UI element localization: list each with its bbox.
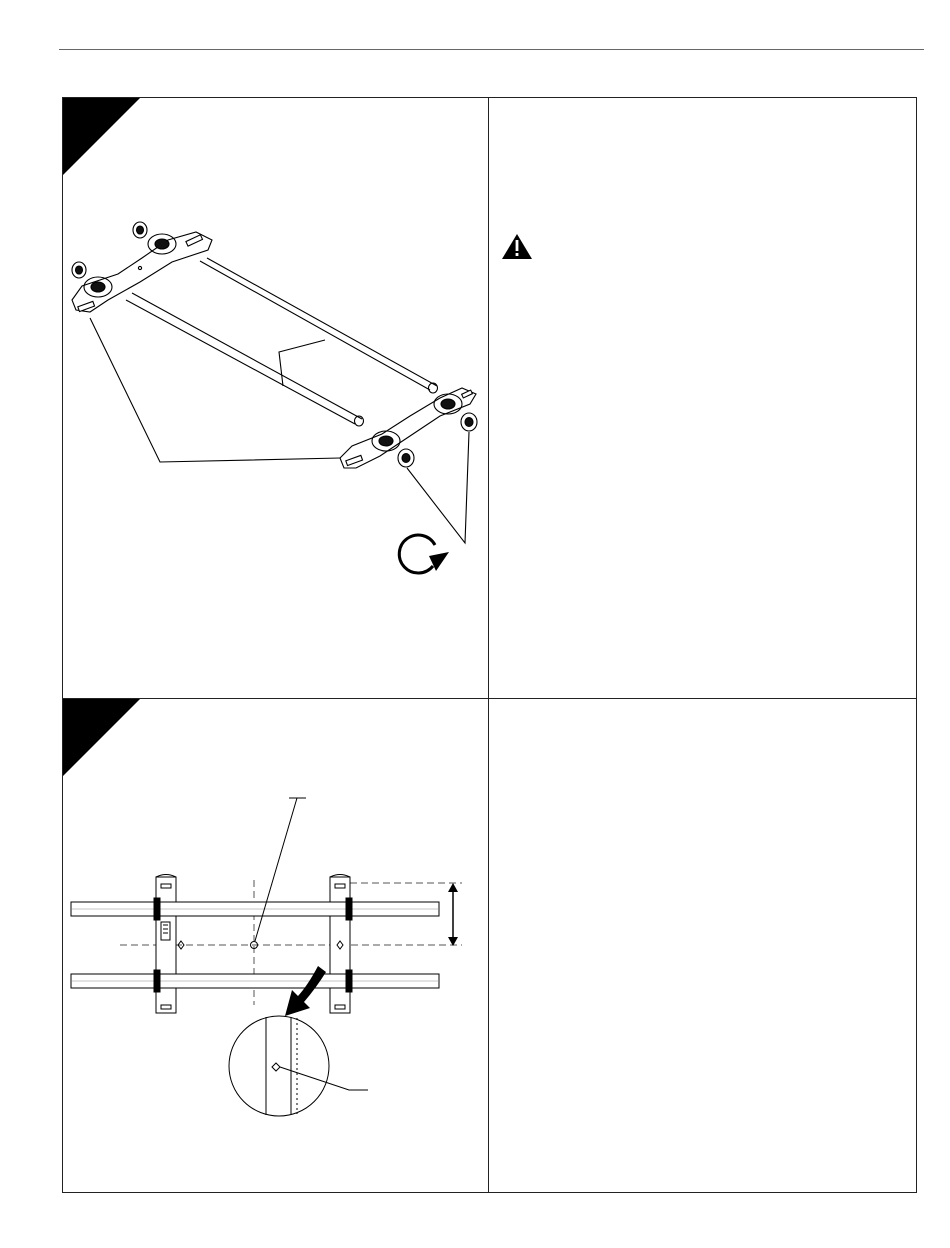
step-2-rail-bottom (71, 970, 439, 992)
step-2-detail-magnifier (229, 1016, 368, 1116)
step-1-rail-back (200, 258, 438, 393)
step-1-leader-brackets (90, 318, 340, 462)
step-1-leader-knobs (407, 432, 469, 543)
step-2-rail-top (71, 898, 439, 920)
step-2-frame-illustration (71, 798, 462, 1013)
step-1-knob-left-b (133, 222, 147, 238)
step-1-corner-tab (63, 98, 140, 175)
step-1-knob-right-a (398, 449, 414, 467)
rotate-clockwise-icon (399, 535, 449, 573)
double-headed-arrow-icon (448, 883, 458, 946)
step-1-left-bracket (72, 232, 212, 312)
step-1-rail-front (126, 293, 364, 426)
step-2-corner-tab (63, 699, 140, 776)
step-1-leader-rails (279, 340, 325, 386)
warning-icon (502, 234, 532, 259)
step-1-knob-right-b (461, 413, 477, 431)
step-1-knob-left-a (72, 262, 86, 278)
step-2-leader-center (255, 798, 297, 941)
step-1-frame-illustration (72, 222, 477, 543)
